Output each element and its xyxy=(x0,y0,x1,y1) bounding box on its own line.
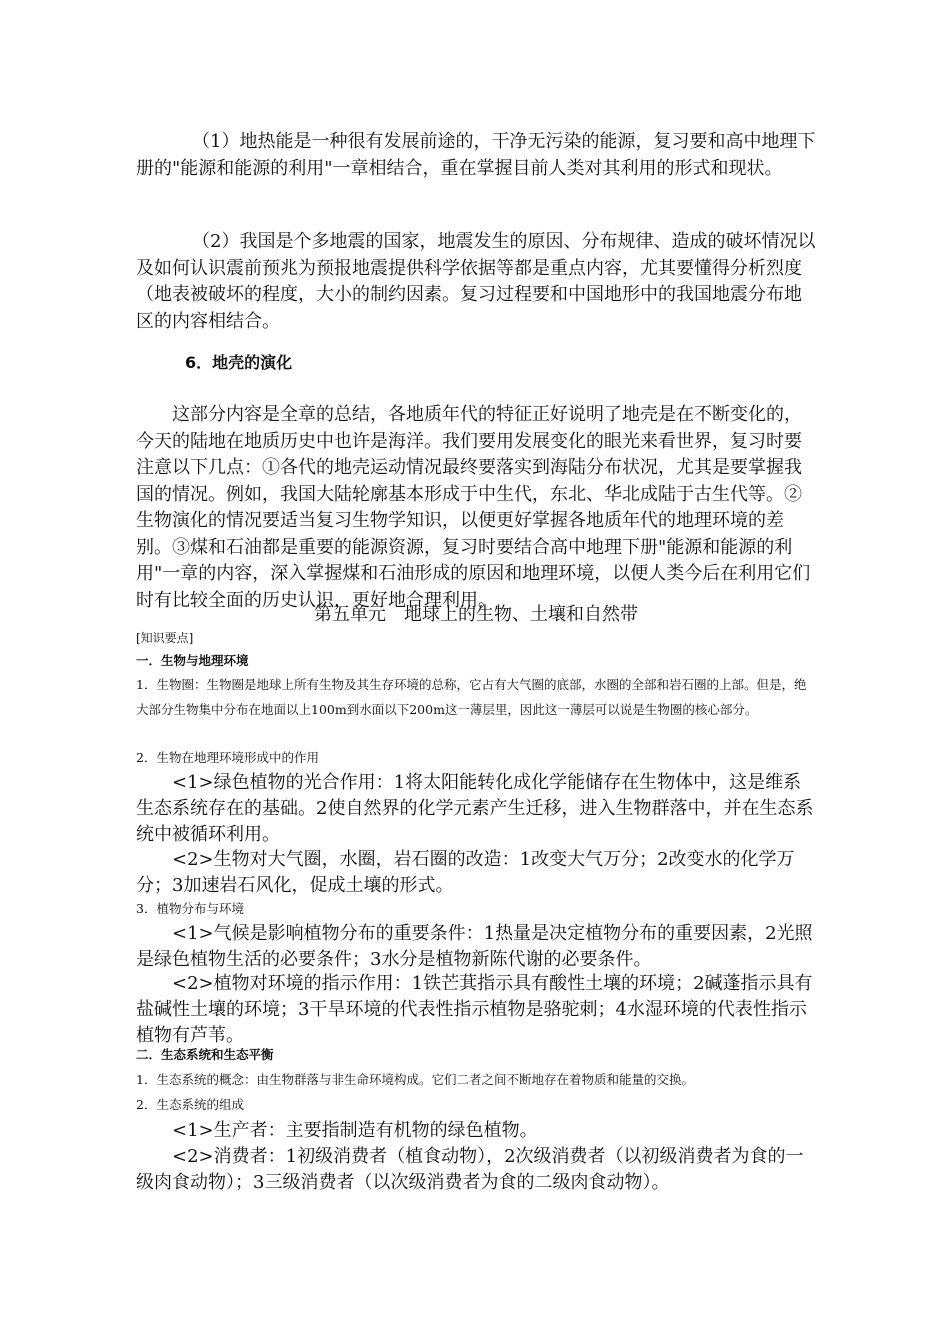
item-biology-role: 2．生物在地理环境形成中的作用 xyxy=(136,750,319,765)
unit-title: 第五单元 地球上的生物、土壤和自然带 xyxy=(314,604,638,625)
item-photosynthesis: <1>绿色植物的光合作用：1将太阳能转化成化学能储存在生物体中，这是维系生态系统存在的基础。2使自然界的化学元素产生迁移，进入生物群落中，并在生态系统中被循环利用。 xyxy=(136,772,814,845)
item-producers: <1>生产者：主要指制造有机物的绿色植物。 xyxy=(172,1120,538,1141)
item-sphere-transform: <2>生物对大气圈，水圈，岩石圈的改造：1改变大气万分；2改变水的化学万分；3加速岩石风化，促成土壤的形式。 xyxy=(136,849,795,896)
paragraph-geothermal: （1）地热能是一种很有发展前途的，干净无污染的能源，复习要和高中地理下册的"能源和能源的利用"一章相结合，重在掌握目前人类对其利用的形式和现状。 xyxy=(136,131,816,179)
item-ecosystem-components: 2．生态系统的组成 xyxy=(136,1097,244,1112)
paragraph-earthquake: （2）我国是个多地震的国家，地震发生的原因、分布规律、造成的破坏情况以及如何认识震前预兆为预报地震提供科学依据等都是重点内容，尤其要懂得分析烈度（地表被破坏的程度，大小的制约因素。复习过程要和中国地形中的我国地震分布地区的内容相结合。 xyxy=(136,231,816,332)
item-plant-distribution: 3．植物分布与环境 xyxy=(136,901,244,916)
section-heading-ecosystem: 二．生态系统和生态平衡 xyxy=(136,1047,274,1062)
item-biosphere: 1．生物圈：生物圈是地球上所有生物及其生存环境的总称，它占有大气圈的底部，水圈的全部和岩石圈的上部。但是，绝大部分生物集中分布在地面以上100m到水面以下200m这一薄层里，因此这一薄层可以说是生物圈的核心部分。 xyxy=(136,677,807,717)
paragraph-crust-evolution: 这部分内容是全章的总结，各地质年代的特征正好说明了地壳是在不断变化的，今天的陆地在地质历史中也许是海洋。我们要用发展变化的眼光来看世界，复习时要注意以下几点：①各代的地壳运动情况最终要落实到海陆分布状况，尤其是要掌握我国的情况。例如，我国大陆轮廓基本形成于中生代，东北、华北成陆于古生代等。②生物演化的情况要适当复习生物学知识，以便更好掌握各地质年代的地理环境的差别。③煤和石油都是重要的能源资源，复习时要结合高中地理下册"能源和能源的利用"一章的内容，深入掌握煤和石油形成的原因和地理环境，以便人类今后在利用它们时有比较全面的历史认识，更好地合理利用。 xyxy=(136,404,811,611)
item-climate-factor: <1>气候是影响植物分布的重要条件：1热量是决定植物分布的重要因素，2光照是绿色植物生活的必要条件；3水分是植物新陈代谢的必要条件。 xyxy=(136,923,813,970)
heading-crust-evolution: 6．地壳的演化 xyxy=(185,353,293,372)
section-heading-biology: 一．生物与地理环境 xyxy=(136,653,249,668)
item-ecosystem-concept: 1．生态系统的概念：由生物群落与非生命环境构成。它们二者之间不断地存在着物质和能量的交换。 xyxy=(136,1072,694,1087)
knowledge-label: [知识要点] xyxy=(136,631,194,645)
item-plant-indicator: <2>植物对环境的指示作用：1铁芒萁指示具有酸性土壤的环境；2碱蓬指示具有盐碱性土壤的环境；3干旱环境的代表性指示植物是骆驼刺；4水湿环境的代表性指示植物有芦苇。 xyxy=(136,973,813,1046)
item-consumers: <2>消费者：1初级消费者（植食动物），2次级消费者（以初级消费者为食的一级肉食动物）；3三级消费者（以次级消费者为食的二级肉食动物）。 xyxy=(136,1146,804,1193)
